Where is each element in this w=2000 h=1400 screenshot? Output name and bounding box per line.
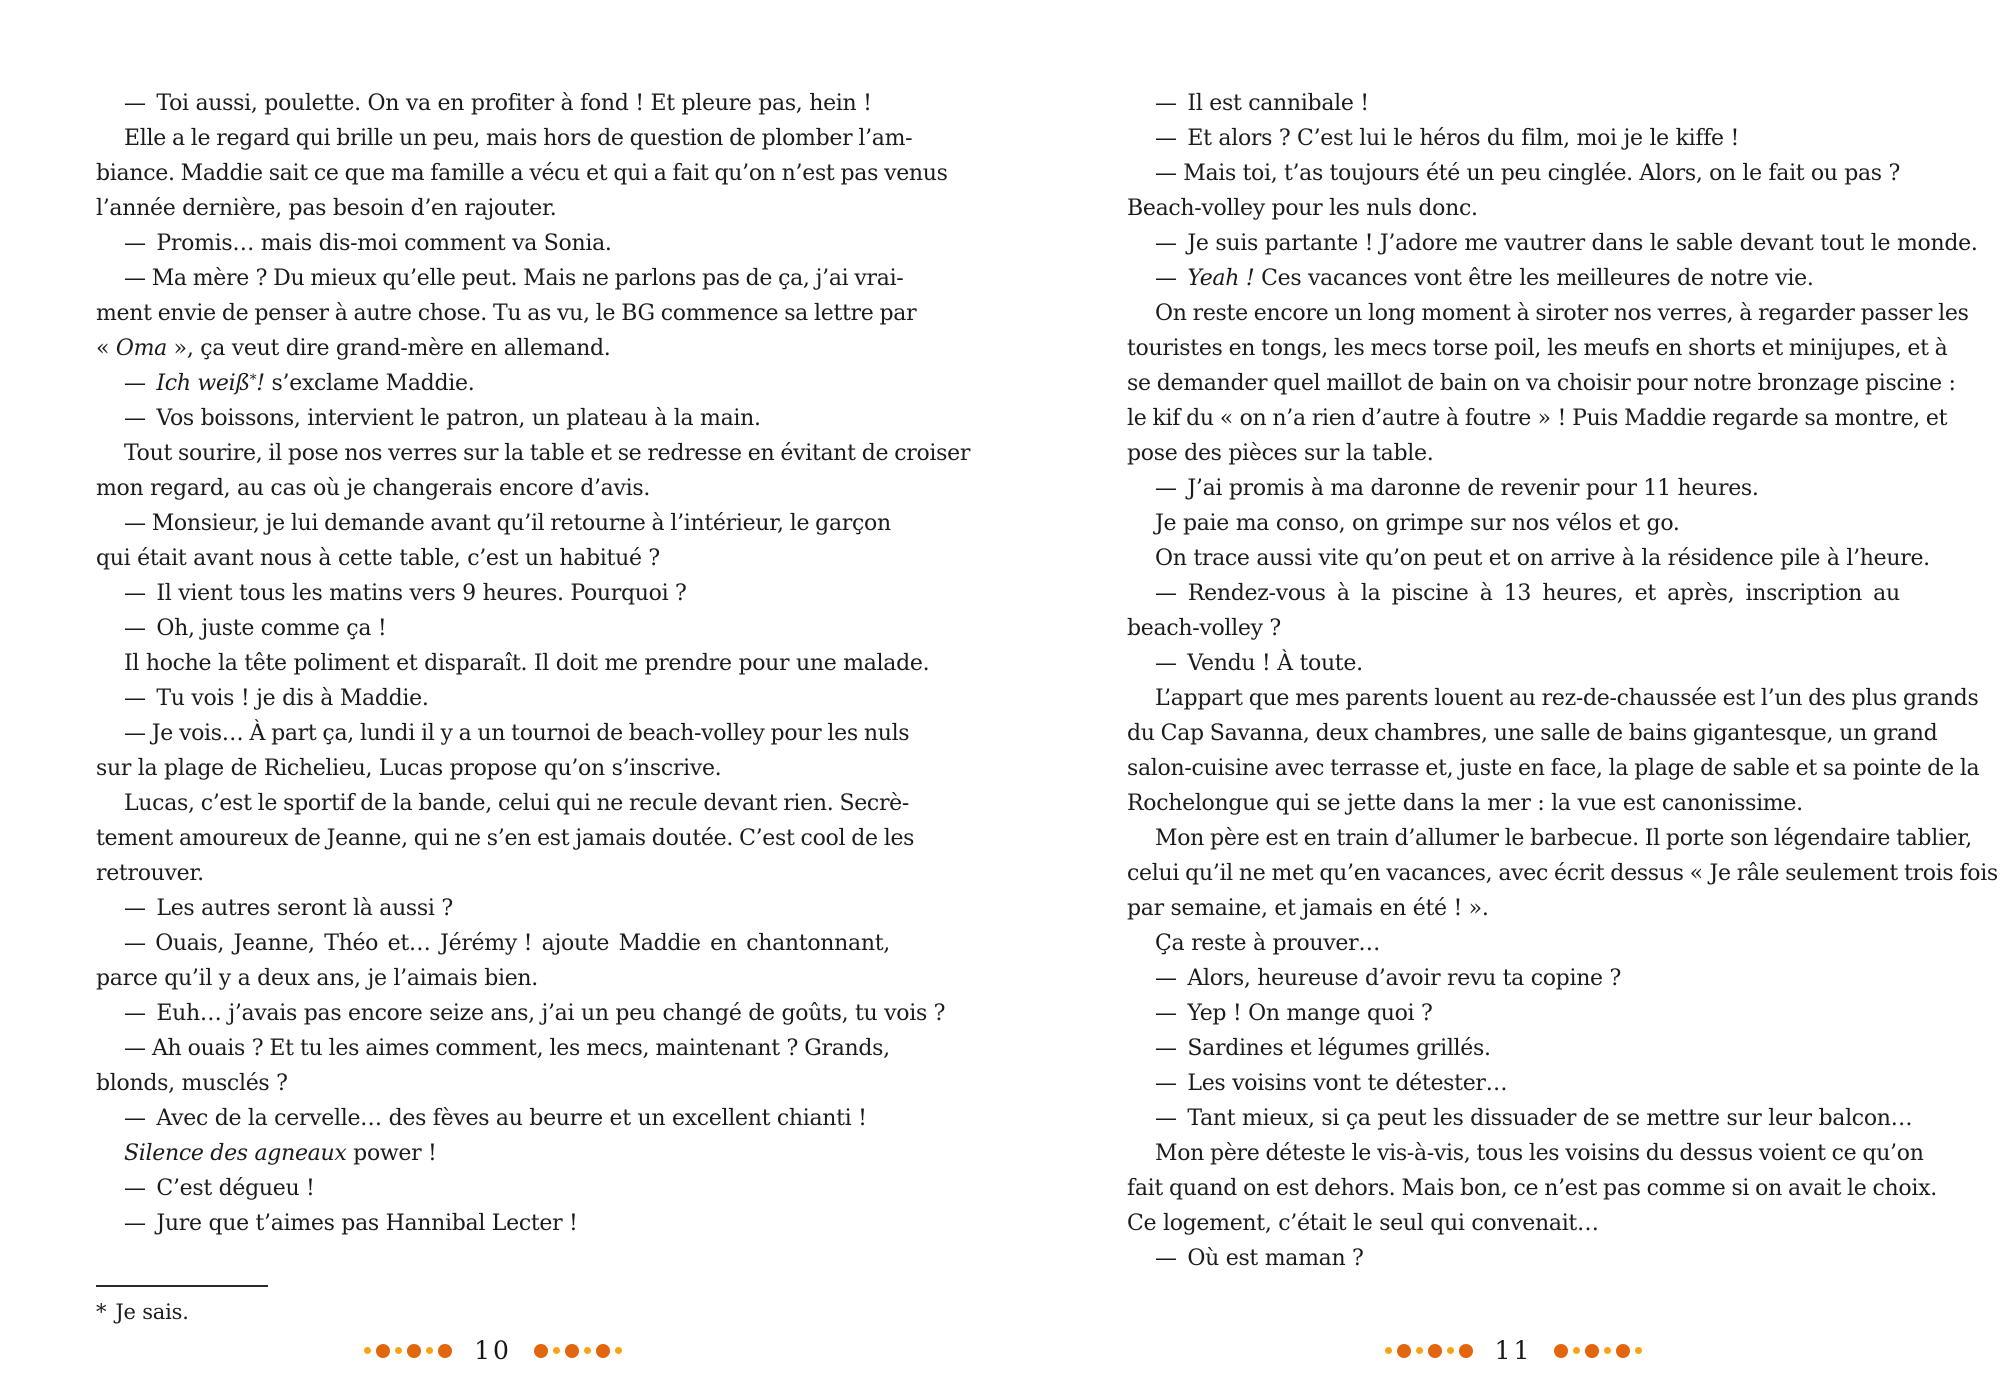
- text-line: — Je vois… À part ça, lundi il y a un tournoi de beach-volley pour les nuls: [124, 721, 910, 746]
- paragraph: [96, 1136, 890, 1171]
- text-line: Il hoche la tête poliment et disparaît. Il doit me prendre pour une malade.: [124, 651, 930, 676]
- text-line: tement amoureux de Jeanne, qui ne s’en est jamais doutée. C’est cool de les: [96, 826, 915, 851]
- text-line: fait quand on est dehors. Mais bon, ce n’est pas comme si on avait le choix.: [1127, 1176, 1937, 1201]
- ornament-dot: [534, 1344, 548, 1358]
- folio-ornament-right: [1554, 1344, 1642, 1358]
- text-line: — Avec de la cervelle… des fèves au beurre et un excellent chianti !: [124, 1106, 867, 1131]
- paragraph: [96, 366, 890, 401]
- ornament-dot: [1635, 1347, 1642, 1354]
- ornament-dot: [615, 1347, 622, 1354]
- text-line: Silence des agneaux power !: [124, 1141, 437, 1166]
- text-line: blonds, musclés ?: [96, 1071, 288, 1096]
- footnote-text: Je sais.: [115, 1300, 189, 1324]
- ornament-dot: [407, 1344, 421, 1358]
- text-line: — Oh, juste comme ça !: [124, 616, 387, 641]
- ornament-dot: [1397, 1344, 1411, 1358]
- paragraph: [1127, 681, 1980, 821]
- text-line: — Tu vois ! je dis à Maddie.: [124, 686, 429, 711]
- page-number-left: 10: [474, 1336, 512, 1365]
- ornament-dot: [1585, 1344, 1599, 1358]
- text-line: — J’ai promis à ma daronne de revenir pour 11 heures.: [1155, 476, 1759, 501]
- ornament-dot: [1428, 1344, 1442, 1358]
- ornament-dot: [1385, 1347, 1392, 1354]
- text-line: par semaine, et jamais en été ! ».: [1127, 896, 1489, 921]
- text-line: ment envie de penser à autre chose. Tu as vu, le BG commence sa lettre par: [96, 301, 917, 326]
- text-line: Ça reste à prouver…: [1155, 931, 1381, 956]
- text-line: Elle a le regard qui brille un peu, mais hors de question de plomber l’am-: [124, 126, 913, 151]
- page-number-right: 11: [1494, 1336, 1533, 1365]
- paragraph: [96, 996, 946, 1031]
- text-line: — Toi aussi, poulette. On va en profiter à fond ! Et pleure pas, hein !: [124, 91, 872, 116]
- text-line: celui qu’il ne met qu’en vacances, avec écrit dessus « Je râle seulement trois fois: [1127, 861, 1998, 886]
- text-line: — Yep ! On mange quoi ?: [1155, 1001, 1433, 1026]
- paragraph: [96, 926, 890, 996]
- paragraph: [96, 786, 915, 891]
- footnote-marker: *: [96, 1300, 107, 1324]
- paragraph: [1127, 961, 1900, 996]
- text-line: Ce logement, c’était le seul qui convenait…: [1127, 1211, 1599, 1236]
- text-line: « Oma », ça veut dire grand-mère en allemand.: [96, 336, 611, 361]
- text-line: du Cap Savanna, deux chambres, une salle de bains gigantesque, un grand: [1127, 721, 1938, 746]
- ornament-dot: [1616, 1344, 1630, 1358]
- text-line: Lucas, c’est le sportif de la bande, celui qui ne recule devant rien. Secrè-: [124, 791, 910, 816]
- text-line: L’appart que mes parents louent au rez-de-chaussée est l’un des plus grands: [1155, 686, 1979, 711]
- text-line: On reste encore un long moment à siroter nos verres, à regarder passer les: [1155, 301, 1969, 326]
- page-left-text: [96, 86, 971, 1241]
- folio-right: [1127, 1336, 1900, 1365]
- folio-left: [96, 1336, 890, 1365]
- paragraph: [1127, 156, 1900, 226]
- text-line: — C’est dégueu !: [124, 1176, 315, 1201]
- paragraph: [1127, 1101, 1913, 1136]
- paragraph: [96, 1101, 890, 1136]
- text-line: pose des pièces sur la table.: [1127, 441, 1434, 466]
- folio-ornament-left: [364, 1344, 452, 1358]
- text-line: Tout sourire, il pose nos verres sur la table et se redresse en évitant de croiser: [124, 441, 971, 466]
- paragraph: [96, 891, 890, 926]
- paragraph: [1127, 1241, 1900, 1276]
- paragraph: [96, 1206, 890, 1241]
- paragraph: [1127, 506, 1900, 541]
- text-line: — Ich weiß*! s’exclame Maddie.: [124, 371, 475, 396]
- text-line: — Les voisins vont te détester…: [1155, 1071, 1508, 1096]
- paragraph: [1127, 296, 1969, 471]
- text-line: — Rendez-vous à la piscine à 13 heures, et après, inscription au: [1155, 581, 1900, 606]
- text-line: l’année dernière, pas besoin d’en rajouter.: [96, 196, 557, 221]
- paragraph: [96, 401, 890, 436]
- text-line: — Euh… j’avais pas encore seize ans, j’ai un peu changé de goûts, tu vois ?: [124, 1001, 946, 1026]
- paragraph: [1127, 541, 1930, 576]
- ornament-dot: [376, 1344, 390, 1358]
- paragraph: [1127, 576, 1900, 646]
- text-line: — Alors, heureuse d’avoir revu ta copine ?: [1155, 966, 1621, 991]
- text-line: biance. Maddie sait ce que ma famille a vécu et qui a fait qu’on n’est pas venus: [96, 161, 948, 186]
- paragraph: [1127, 121, 1900, 156]
- text-line: — Sardines et légumes grillés.: [1155, 1036, 1491, 1061]
- paragraph: [96, 506, 890, 576]
- paragraph: [1127, 821, 1998, 926]
- ornament-dot: [596, 1344, 610, 1358]
- ornament-dot: [584, 1347, 591, 1354]
- paragraph: [96, 436, 971, 506]
- text-line: — Tant mieux, si ça peut les dissuader de se mettre sur leur balcon…: [1155, 1106, 1913, 1131]
- ornament-dot: [395, 1347, 402, 1354]
- text-line: Rochelongue qui se jette dans la mer : la vue est canonissime.: [1127, 791, 1803, 816]
- text-line: parce qu’il y a deux ans, je l’aimais bien.: [96, 966, 538, 991]
- ornament-dot: [565, 1344, 579, 1358]
- text-line: salon-cuisine avec terrasse et, juste en face, la plage de sable et sa pointe de la: [1127, 756, 1980, 781]
- text-line: mon regard, au cas où je changerais encore d’avis.: [96, 476, 651, 501]
- text-line: le kif du « on n’a rien d’autre à foutre » ! Puis Maddie regarde sa montre, et: [1127, 406, 1948, 431]
- text-line: Je paie ma conso, on grimpe sur nos vélos et go.: [1155, 511, 1680, 536]
- text-line: — Mais toi, t’as toujours été un peu cinglée. Alors, on le fait ou pas ?: [1155, 161, 1900, 186]
- ornament-dot: [1459, 1344, 1473, 1358]
- ornament-dot: [1416, 1347, 1423, 1354]
- text-line: — Les autres seront là aussi ?: [124, 896, 453, 921]
- paragraph: [96, 611, 890, 646]
- paragraph: [1127, 1066, 1900, 1101]
- text-line: On trace aussi vite qu’on peut et on arrive à la résidence pile à l’heure.: [1155, 546, 1930, 571]
- folio-ornament-right: [534, 1344, 622, 1358]
- text-line: retrouver.: [96, 861, 204, 886]
- paragraph: [1127, 926, 1900, 961]
- text-line: — Jure que t’aimes pas Hannibal Lecter !: [124, 1211, 578, 1236]
- text-line: Mon père déteste le vis-à-vis, tous les voisins du dessus voient ce qu’on: [1155, 1141, 1924, 1166]
- paragraph: [1127, 1136, 1937, 1241]
- ornament-dot: [1447, 1347, 1454, 1354]
- text-line: — Vendu ! À toute.: [1155, 651, 1363, 676]
- page-right: [1000, 0, 2000, 1400]
- paragraph: [96, 121, 948, 226]
- text-line: beach-volley ?: [1127, 616, 1281, 641]
- text-line: Beach-volley pour les nuls donc.: [1127, 196, 1478, 221]
- text-line: Mon père est en train d’allumer le barbecue. Il porte son légendaire tablier,: [1155, 826, 1972, 851]
- paragraph: [1127, 646, 1900, 681]
- paragraph: [1127, 471, 1900, 506]
- ornament-dot: [1554, 1344, 1568, 1358]
- text-line: — Il est cannibale !: [1155, 91, 1369, 116]
- text-line: — Ma mère ? Du mieux qu’elle peut. Mais ne parlons pas de ça, j’ai vrai-: [124, 266, 904, 291]
- paragraph: [1127, 261, 1900, 296]
- paragraph: [96, 1031, 890, 1101]
- text-line: — Vos boissons, intervient le patron, un plateau à la main.: [124, 406, 761, 431]
- paragraph: [1127, 996, 1900, 1031]
- text-line: — Il vient tous les matins vers 9 heures. Pourquoi ?: [124, 581, 687, 606]
- text-line: — Monsieur, je lui demande avant qu’il retourne à l’intérieur, le garçon: [124, 511, 891, 536]
- page-right-text: [1127, 86, 1998, 1276]
- paragraph: [1127, 86, 1900, 121]
- paragraph: [96, 261, 917, 366]
- text-line: — Promis… mais dis-moi comment va Sonia.: [124, 231, 612, 256]
- text-line: sur la plage de Richelieu, Lucas propose qu’on s’inscrive.: [96, 756, 722, 781]
- paragraph: [96, 86, 890, 121]
- ornament-dot: [1604, 1347, 1611, 1354]
- text-line: — Ah ouais ? Et tu les aimes comment, les mecs, maintenant ? Grands,: [124, 1036, 890, 1061]
- ornament-dot: [553, 1347, 560, 1354]
- text-line: touristes en tongs, les mecs torse poil, les meufs en shorts et minijupes, et à: [1127, 336, 1948, 361]
- footnote: [96, 1296, 189, 1328]
- folio-ornament-left: [1385, 1344, 1473, 1358]
- text-line: — Yeah ! Ces vacances vont être les meilleures de notre vie.: [1155, 266, 1814, 291]
- text-line: — Ouais, Jeanne, Théo et… Jérémy ! ajoute Maddie en chantonnant,: [124, 931, 890, 956]
- ornament-dot: [364, 1347, 371, 1354]
- ornament-dot: [1573, 1347, 1580, 1354]
- text-line: — Où est maman ?: [1155, 1246, 1364, 1271]
- ornament-dot: [426, 1347, 433, 1354]
- ornament-dot: [438, 1344, 452, 1358]
- paragraph: [96, 681, 890, 716]
- paragraph: [96, 226, 890, 261]
- paragraph: [1127, 1031, 1900, 1066]
- paragraph: [1127, 226, 1978, 261]
- text-line: — Je suis partante ! J’adore me vautrer dans le sable devant tout le monde.: [1155, 231, 1978, 256]
- footnote-rule: [96, 1285, 268, 1287]
- text-line: — Et alors ? C’est lui le héros du film, moi je le kiffe !: [1155, 126, 1740, 151]
- paragraph: [96, 646, 930, 681]
- paragraph: [96, 1171, 890, 1206]
- text-line: qui était avant nous à cette table, c’est un habitué ?: [96, 546, 660, 571]
- paragraph: [96, 716, 910, 786]
- text-line: se demander quel maillot de bain on va choisir pour notre bronzage piscine :: [1127, 371, 1956, 396]
- paragraph: [96, 576, 890, 611]
